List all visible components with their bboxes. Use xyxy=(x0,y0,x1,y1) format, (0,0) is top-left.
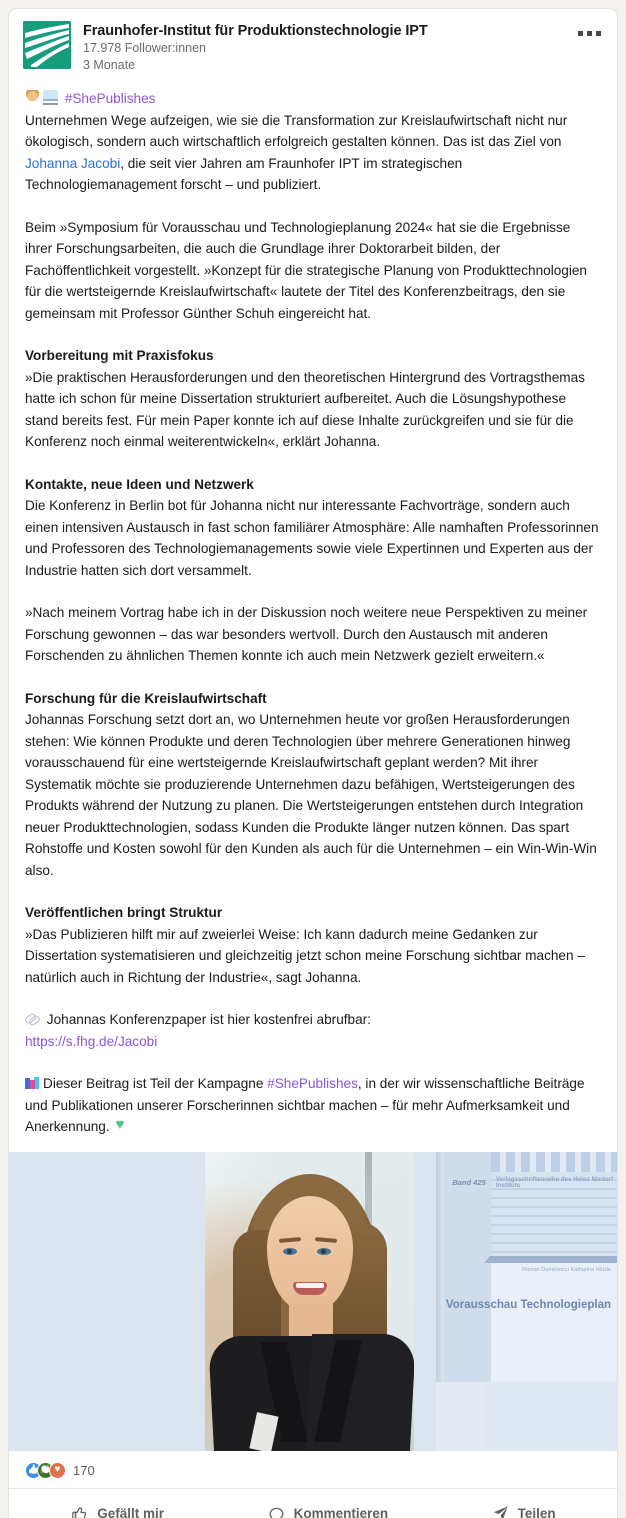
reactions-row xyxy=(9,1451,617,1489)
paragraph-1-part-a: Unternehmen Wege aufzeigen, wie sie die Transformation zur Kreislaufwirtschaft nicht nur ökologisch, sondern auch wirtschaftlich erfolgreich gestalten können. Das ist das Ziel von xyxy=(25,112,568,149)
heading-1: Vorbereitung mit Praxisfokus xyxy=(25,348,214,363)
paragraph-4: Die Konferenz in Berlin bot für Johanna nicht nur interessante Fachvorträge, sondern auch einen intensiven Austausch in fast schon familiärer Atmosphäre: Alle namhaften Professorinnen und Professoren des Technologiemanagements sowie viele Expertinnen und Experten aus der Industrie hatten sich dort versammelt. xyxy=(25,498,599,578)
paragraph-6: Johannas Forschung setzt dort an, wo Unternehmen heute vor großen Herausforderungen stehen: Wie können Produkte und deren Technologien über mehrere Generationen hinweg vorausschauend für eine wertsteigernde Kreislaufwirtschaft geplant werden? Mit ihrer Systematik möchte sie produzierende Unternehmen dazu befähigen, Wertsteigerungen des Produkts während der Nutzung zu planen. Die Wertsteigerungen entstehen durch Integration neuer Produkttechnologien, sodass Kunden die Produkte länger nutzen können. Das spart Rohstoffe und Kosten sowohl für den Kunden als auch für die Unternehmen – ein Win-Win-Win also. xyxy=(25,712,597,878)
heading-2: Kontakte, neue Ideen und Netzwerk xyxy=(25,476,254,492)
book-authors: Roman Dumitrescu Katharina Hölzle xyxy=(522,1266,611,1273)
eye-right xyxy=(317,1248,331,1255)
hashtag-shepublishes-top[interactable]: #ShePublishes xyxy=(64,91,156,106)
eye-left xyxy=(283,1248,297,1255)
book-top-pattern xyxy=(491,1152,617,1256)
reaction-love-icon[interactable] xyxy=(49,1462,66,1479)
paragraph-3: »Die praktischen Herausforderungen und den theoretischen Hintergrund des Vortragsthemas hatte ich schon für meine Dissertation strukturiert aufbereitet. Auch die Lösungshypothese stand bereits fest. Für mein Paper konnte ich auf diese Inhalte zurückgreifen und sie für die Konferenz noch einmal weiterentwickeln«, erklärt Johanna. xyxy=(25,369,585,449)
campaign-part-b: , in der wir wissenschaftliche Beiträge und Publikationen unserer Forscherinnen sichtbar machen – für mehr Aufmerksamkeit und Anerkennung. xyxy=(25,1076,585,1134)
post-header xyxy=(9,9,617,78)
thumbs-up-icon xyxy=(70,1504,89,1518)
comment-icon xyxy=(267,1504,286,1518)
author-name[interactable]: Fraunhofer-Institut für Produktionstechnologie IPT xyxy=(83,23,428,39)
link-line-text: Johannas Konferenzpaper ist hier kostenfrei abrufbar: xyxy=(46,1012,371,1027)
post-author-block xyxy=(83,21,603,74)
heading-4: Veröffentlichen bringt Struktur xyxy=(25,905,223,920)
send-icon xyxy=(491,1504,510,1518)
book-diagonal-bar xyxy=(484,1256,617,1263)
mouth-shape xyxy=(293,1282,327,1295)
comment-button[interactable] xyxy=(255,1498,401,1518)
green-heart-emoji xyxy=(115,1119,129,1133)
book-title: Vorausschau Technologieplan xyxy=(445,1298,611,1311)
paragraph-1 xyxy=(25,110,601,196)
action-bar xyxy=(9,1489,617,1518)
paragraph-2: Beim »Symposium für Vorausschau und Technologieplanung 2024« hat sie die Ergebnisse ihrer Forschungsarbeiten, die auch die Grundlage ihrer Doktorarbeit bilden, der Fachöffentlichkeit vorgestellt. »Konzept für die strategische Planung von Produkttechnologien für die wertsteigernde Kreislaufwirtschaft« lautete der Titel des Konferenzbeitrags, den sie gemeinsam mit Professor Günther Schuh eingereicht hat. xyxy=(25,219,587,321)
book-series-label: Verlagsschriftenreihe des Heinz Nixdorf Instituts xyxy=(496,1176,614,1189)
like-button[interactable] xyxy=(58,1498,176,1518)
reaction-count[interactable]: 170 xyxy=(73,1462,95,1478)
post-image[interactable] xyxy=(9,1152,617,1451)
portrait-photo xyxy=(205,1152,414,1451)
campaign-part-a: Dieser Beitrag ist Teil der Kampagne xyxy=(43,1076,268,1091)
share-button[interactable] xyxy=(479,1498,568,1518)
mention-johanna-jacobi[interactable]: Johanna Jacobi xyxy=(25,155,121,171)
intro-line xyxy=(25,88,601,110)
hashtag-shepublishes-bottom[interactable]: #ShePublishes xyxy=(267,1076,358,1091)
campaign-line xyxy=(25,1073,601,1138)
book-cover xyxy=(436,1152,617,1451)
comment-button-label: Kommentieren xyxy=(293,1505,389,1518)
share-button-label: Teilen xyxy=(517,1505,556,1518)
book-bottom-area xyxy=(484,1382,617,1451)
like-button-label: Gefällt mir xyxy=(97,1505,165,1518)
heading-3: Forschung für die Kreislaufwirtschaft xyxy=(25,690,267,706)
paragraph-5: »Nach meinem Vortrag habe ich in der Diskussion noch weitere neue Perspektiven zu meiner Forschung gewonnen – das war besonders wertvoll. Durch den Austausch mit anderen Forschenden zu ähnlichen Themen konnte ich auch mein Netzwerk gezielt erweitern.« xyxy=(25,605,588,663)
woman-emoji xyxy=(25,90,40,105)
post-card xyxy=(8,8,618,1518)
link-emoji xyxy=(25,1011,40,1026)
reaction-icons[interactable] xyxy=(25,1462,66,1479)
book-spine xyxy=(436,1152,444,1382)
post-age: 3 Monate xyxy=(83,58,136,72)
laptop-emoji xyxy=(43,90,58,105)
paragraph-7: »Das Publizieren hilft mir auf zweierlei Weise: Ich kann dadurch meine Gedanken zur Dissertation systematisieren und gleichzeitig jetzt schon meine Forschung sichtbar machen – natürlich auch in Richtung der Industrie«, sagt Johanna. xyxy=(25,926,585,985)
post-text xyxy=(9,78,617,1144)
paper-url[interactable]: https://s.fhg.de/Jacobi xyxy=(25,1033,158,1049)
books-emoji xyxy=(25,1075,40,1090)
link-line xyxy=(25,1009,601,1031)
fraunhofer-logo-icon[interactable] xyxy=(23,21,71,69)
more-options-icon[interactable] xyxy=(578,31,601,36)
book-band-label: Band 425 xyxy=(452,1177,486,1187)
paragraph-1-part-b: , die seit vier Jahren am Fraunhofer IPT im strategischen Technologiemanagement forscht – und publiziert. xyxy=(25,155,463,192)
author-followers: 17.978 Follower:innen xyxy=(83,41,206,55)
